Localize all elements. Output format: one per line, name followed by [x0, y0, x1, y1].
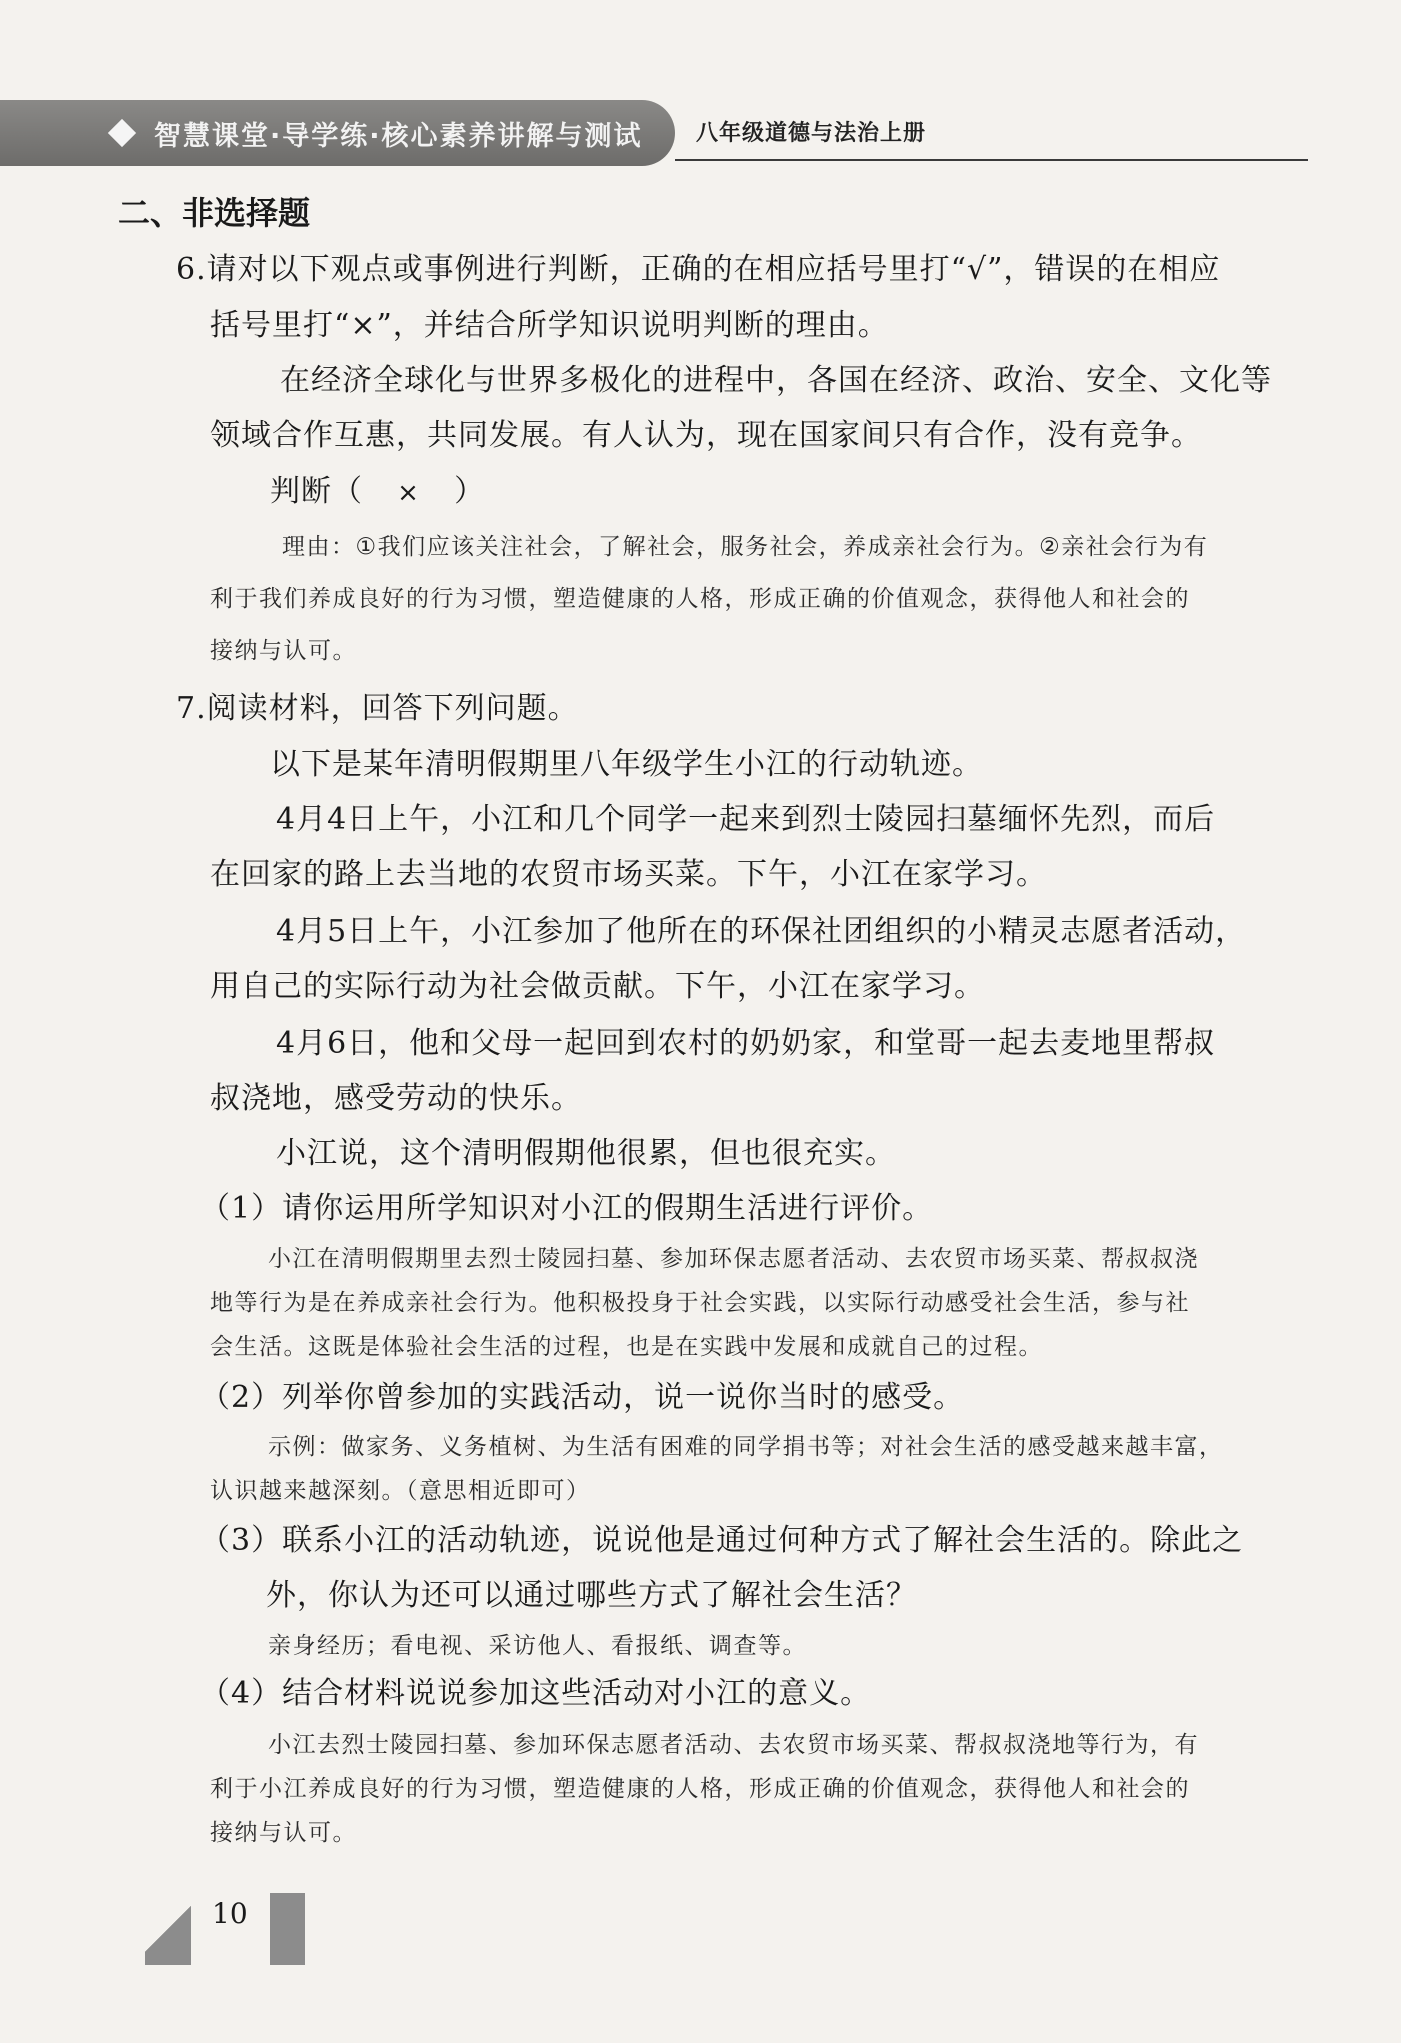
header-band — [0, 100, 675, 166]
q7-sub-1: （1）请你运用所学知识对小江的假期生活进行评价。 — [200, 1191, 934, 1226]
q6-judgement — [270, 466, 485, 510]
header-title: 智慧课堂·导学练·核心素养讲解与测试 — [154, 120, 643, 152]
q7-answer-1a: 小江在清明假期里去烈士陵园扫墓、参加环保志愿者活动、去农贸市场买菜、帮叔叔浇 — [268, 1246, 1199, 1272]
q6-reason-1: 理由：①我们应该关注社会，了解社会，服务社会，养成亲社会行为。②亲社会行为有 — [282, 534, 1209, 560]
page-number: 10 — [212, 1897, 248, 1930]
q7-paragraph-2b: 在回家的路上去当地的农贸市场买菜。下午，小江在家学习。 — [210, 857, 1047, 892]
q6-material-2: 领域合作互惠，共同发展。有人认为，现在国家间只有合作，没有竞争。 — [210, 418, 1202, 453]
q7-paragraph-4a: 4月6日，他和父母一起回到农村的奶奶家，和堂哥一起去麦地里帮叔 — [276, 1026, 1216, 1061]
q7-answer-4a: 小江去烈士陵园扫墓、参加环保志愿者活动、去农贸市场买菜、帮叔叔浇地等行为，有 — [268, 1732, 1199, 1758]
q7-answer-2a: 示例：做家务、义务植树、为生活有困难的同学捐书等；对社会生活的感受越来越丰富， — [268, 1434, 1224, 1460]
q6-reason-3: 接纳与认可。 — [210, 638, 357, 664]
q7-paragraph-1: 以下是某年清明假期里八年级学生小江的行动轨迹。 — [270, 747, 983, 782]
judge-answer: × — [397, 478, 420, 508]
q7-answer-4b: 利于小江养成良好的行为习惯，塑造健康的人格，形成正确的价值观念，获得他人和社会的 — [210, 1776, 1190, 1802]
q7-sub-4: （4）结合材料说说参加这些活动对小江的意义。 — [200, 1676, 872, 1711]
q7-paragraph-5: 小江说，这个清明假期他很累，但也很充实。 — [276, 1136, 896, 1171]
q6-line-2: 括号里打“×”，并结合所学知识说明判断的理由。 — [210, 308, 889, 343]
diamond-icon — [108, 119, 136, 147]
header-subtitle: 八年级道德与法治上册 — [696, 121, 927, 146]
header-divider — [675, 159, 1308, 161]
q7-sub-3a: （3）联系小江的活动轨迹，说说他是通过何种方式了解社会生活的。除此之 — [200, 1523, 1244, 1558]
q7-paragraph-3b: 用自己的实际行动为社会做贡献。下午，小江在家学习。 — [210, 969, 985, 1004]
judge-label: 判断（ — [270, 474, 363, 509]
q7-sub-2: （2）列举你曾参加的实践活动，说一说你当时的感受。 — [200, 1380, 965, 1415]
q7-paragraph-2a: 4月4日上午，小江和几个同学一起来到烈士陵园扫墓缅怀先烈，而后 — [276, 802, 1216, 837]
q7-sub-3b: 外，你认为还可以通过哪些方式了解社会生活？ — [266, 1578, 917, 1613]
q6-material-1: 在经济全球化与世界多极化的进程中，各国在经济、政治、安全、文化等 — [280, 363, 1272, 398]
q7-answer-3: 亲身经历；看电视、采访他人、看报纸、调查等。 — [268, 1633, 807, 1659]
footer-block — [270, 1893, 305, 1965]
q6-reason-2: 利于我们养成良好的行为习惯，塑造健康的人格，形成正确的价值观念，获得他人和社会的 — [210, 586, 1190, 612]
q7-paragraph-3a: 4月5日上午，小江参加了他所在的环保社团组织的小精灵志愿者活动， — [276, 914, 1247, 949]
judge-close: ） — [454, 474, 486, 509]
q7-answer-4c: 接纳与认可。 — [210, 1820, 357, 1846]
q7-answer-2b: 认识越来越深刻。（意思相近即可） — [210, 1478, 591, 1504]
q7-answer-1c: 会生活。这既是体验社会生活的过程，也是在实践中发展和成就自己的过程。 — [210, 1334, 1043, 1360]
corner-triangle — [145, 1893, 191, 1965]
q7-paragraph-4b: 叔浇地，感受劳动的快乐。 — [210, 1081, 582, 1116]
q6-line-1: 6.请对以下观点或事例进行判断，正确的在相应括号里打“√”，错误的在相应 — [176, 252, 1221, 287]
section-title: 二、非选择题 — [118, 194, 311, 232]
q7-title: 7.阅读材料，回答下列问题。 — [176, 691, 579, 726]
q7-answer-1b: 地等行为是在养成亲社会行为。他积极投身于社会实践，以实际行动感受社会生活，参与社 — [210, 1290, 1190, 1316]
